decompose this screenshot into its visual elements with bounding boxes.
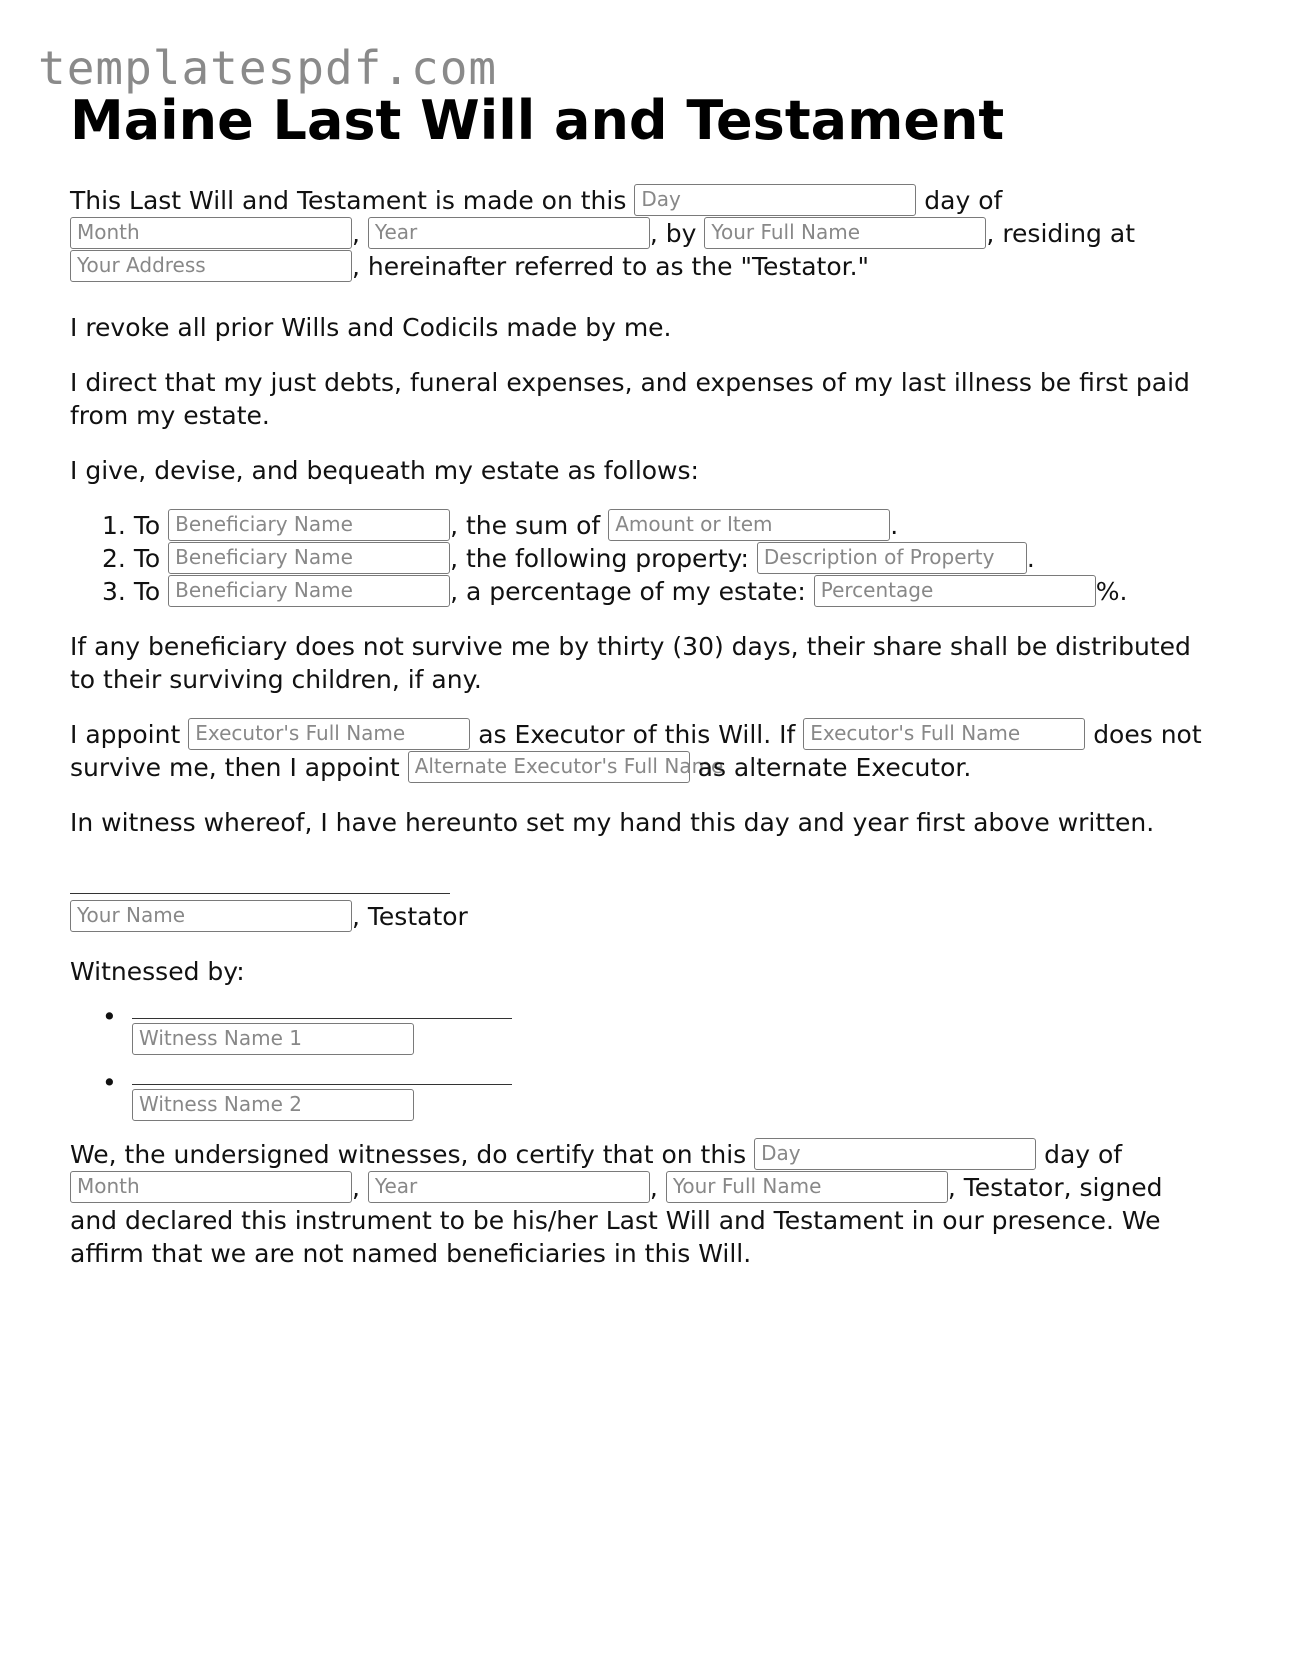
witness-name-field-1[interactable]: Witness Name 1 <box>132 1023 414 1055</box>
bequest-end-3: %. <box>1095 577 1128 606</box>
executor-text-5: as alternate Executor. <box>697 753 972 782</box>
bequest-num: 2. <box>102 544 126 573</box>
debts-paragraph: I direct that my just debts, funeral expenses, and expenses of my last illness be first paid from my estate. <box>70 368 1190 430</box>
testator-signature-block <box>70 869 1220 933</box>
address-field[interactable]: Your Address <box>70 250 352 282</box>
witness-name-field-2[interactable]: Witness Name 2 <box>132 1089 414 1121</box>
bequest-intro: I give, devise, and bequeath my estate as follows: <box>70 456 699 485</box>
beneficiary-name-field-2[interactable]: Beneficiary Name <box>168 542 450 574</box>
alternate-executor-field[interactable]: Alternate Executor's Full Name <box>408 751 690 783</box>
bequest-item-1 <box>70 509 1220 542</box>
certify-text-3: , Testator, signed <box>947 1173 1163 1202</box>
bequest-item-3 <box>70 575 1220 608</box>
certify-month-field[interactable]: Month <box>70 1171 352 1203</box>
witness-whereof-paragraph: In witness whereof, I have hereunto set my hand this day and year first above written. <box>70 808 1155 837</box>
month-comma: , <box>352 219 360 248</box>
bequest-list <box>70 509 1220 608</box>
executor-text-3: does not <box>1093 720 1202 749</box>
witness-signature-line-1[interactable] <box>132 998 512 1019</box>
testator-name-field[interactable]: Your Name <box>70 900 352 932</box>
bequest-mid-1: , the sum of <box>450 511 601 540</box>
bequest-item-2 <box>70 542 1220 575</box>
intro-text-2: day of <box>924 186 1003 215</box>
percentage-field[interactable]: Percentage <box>814 575 1096 607</box>
certify-comma-1: , <box>352 1173 360 1202</box>
intro-text-3: , by <box>649 219 697 248</box>
testator-label: , Testator <box>352 902 468 931</box>
beneficiary-name-field-1[interactable]: Beneficiary Name <box>168 509 450 541</box>
bequest-end-2: . <box>1026 544 1035 573</box>
full-name-field[interactable]: Your Full Name <box>704 217 986 249</box>
executor-text-1: I appoint <box>70 720 181 749</box>
intro-text-4: , residing at <box>986 219 1135 248</box>
witness-list <box>70 998 1220 1120</box>
certify-text-2: day of <box>1044 1140 1123 1169</box>
year-field[interactable]: Year <box>368 217 650 249</box>
bullet-icon: • <box>102 1002 117 1031</box>
bequest-mid-2: , the following property: <box>450 544 749 573</box>
witness-item-1 <box>70 998 1220 1054</box>
bequest-to: To <box>133 544 161 573</box>
amount-field[interactable]: Amount or Item <box>608 509 890 541</box>
certify-text-4: and declared this instrument to be his/her Last Will and Testament in our presence. We <box>70 1206 1161 1235</box>
document-body <box>70 184 1220 1292</box>
bequest-to: To <box>133 577 161 606</box>
executor-text-4: survive me, then I appoint <box>70 753 400 782</box>
day-field[interactable]: Day <box>634 184 916 216</box>
bullet-icon: • <box>102 1068 117 1097</box>
bequest-to: To <box>133 511 161 540</box>
certify-day-field[interactable]: Day <box>754 1138 1036 1170</box>
certification-paragraph <box>70 1138 1220 1270</box>
page-title: Maine Last Will and Testament <box>70 89 1005 152</box>
intro-text-1: This Last Will and Testament is made on this <box>70 186 627 215</box>
executor-name-field-2[interactable]: Executor's Full Name <box>803 718 1085 750</box>
month-field[interactable]: Month <box>70 217 352 249</box>
bequest-num: 1. <box>102 511 126 540</box>
beneficiary-name-field-3[interactable]: Beneficiary Name <box>168 575 450 607</box>
witness-signature-line-2[interactable] <box>132 1064 512 1085</box>
executor-text-2: as Executor of this Will. If <box>478 720 796 749</box>
bequest-mid-3: , a percentage of my estate: <box>450 577 806 606</box>
property-description-field[interactable]: Description of Property <box>757 542 1027 574</box>
executor-name-field[interactable]: Executor's Full Name <box>188 718 470 750</box>
intro-text-5: , hereinafter referred to as the "Testator." <box>352 252 870 281</box>
survival-paragraph: If any beneficiary does not survive me by thirty (30) days, their share shall be distributed to their surviving children, if any. <box>70 632 1191 694</box>
bequest-end-1: . <box>890 511 899 540</box>
watermark: templatespdf.com <box>38 41 498 95</box>
witness-item-2 <box>70 1064 1220 1120</box>
certify-name-field[interactable]: Your Full Name <box>666 1171 948 1203</box>
executor-paragraph <box>70 718 1220 784</box>
revoke-paragraph: I revoke all prior Wills and Codicils made by me. <box>70 313 672 342</box>
intro-paragraph <box>70 184 1220 283</box>
certify-text-5: affirm that we are not named beneficiaries in this Will. <box>70 1239 752 1268</box>
witnessed-by-label: Witnessed by: <box>70 957 245 986</box>
testator-signature-line[interactable] <box>70 869 450 894</box>
certify-text-1: We, the undersigned witnesses, do certify that on this <box>70 1140 747 1169</box>
bequest-num: 3. <box>102 577 126 606</box>
certify-comma-2: , <box>649 1173 658 1202</box>
certify-year-field[interactable]: Year <box>368 1171 650 1203</box>
